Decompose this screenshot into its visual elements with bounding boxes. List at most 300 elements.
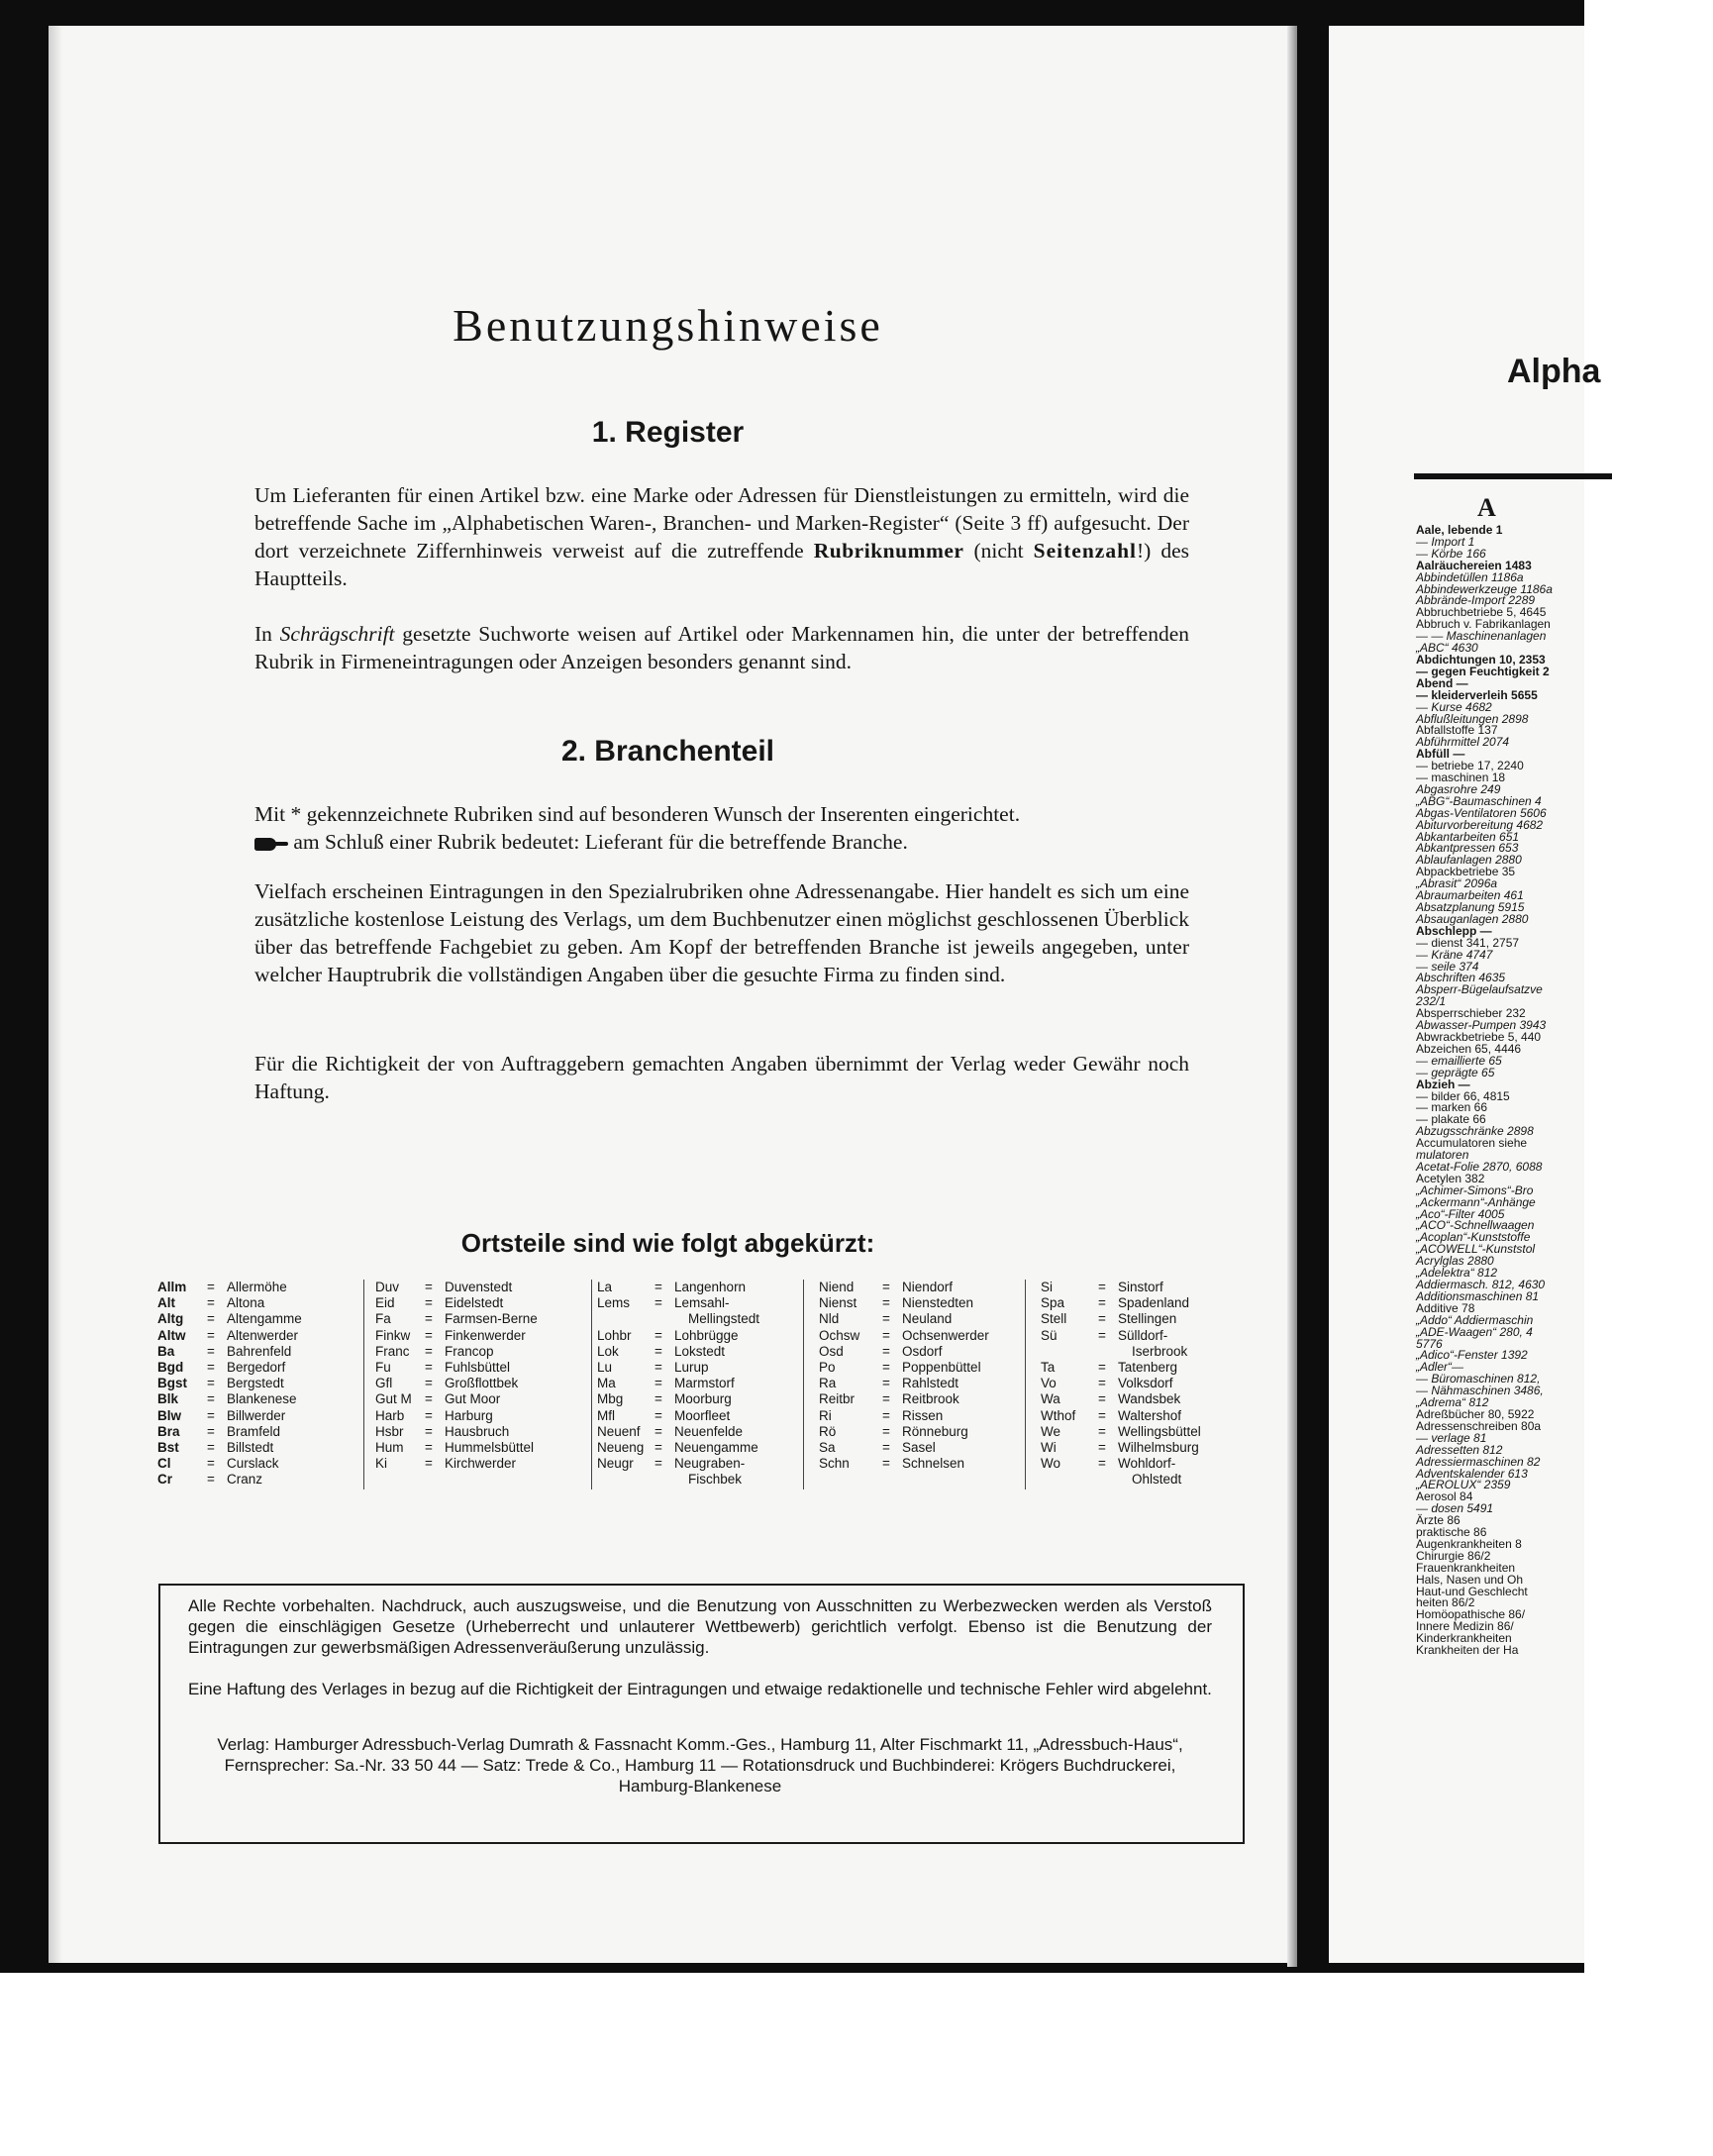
equals-sign: = — [425, 1439, 433, 1455]
abbreviation-row — [597, 1376, 805, 1391]
letter-heading: A — [1477, 493, 1496, 522]
register-entry: Abfüll — — [1416, 747, 1465, 762]
equals-sign: = — [655, 1343, 662, 1359]
abbreviation-row — [375, 1280, 593, 1295]
abbreviation-key: Cr — [157, 1472, 173, 1488]
register-entry: Abbrände-Import 2289 — [1416, 593, 1536, 608]
column-divider — [363, 1280, 364, 1489]
district-name: Iserbrook — [1132, 1343, 1188, 1359]
abbreviation-row — [1041, 1311, 1259, 1327]
register-entry: „Addo“ Addiermaschin — [1416, 1312, 1534, 1327]
abbreviation-key: Finkw — [375, 1327, 411, 1343]
abbreviation-key: La — [597, 1280, 613, 1294]
page-title: Benutzungshinweise — [453, 300, 883, 351]
district-name: Gut Moor — [445, 1391, 501, 1407]
equals-sign: = — [655, 1456, 662, 1472]
register-entry: Abkantpressen 653 — [1416, 841, 1519, 856]
equals-sign: = — [882, 1439, 890, 1455]
abbreviation-row — [1041, 1376, 1259, 1391]
district-name: Wellingsbüttel — [1118, 1423, 1201, 1439]
district-name: Altenwerder — [227, 1327, 299, 1343]
register-entry: Ärzte 86 — [1416, 1513, 1461, 1528]
register-entry: Abwasser-Pumpen 3943 — [1416, 1018, 1547, 1033]
abbreviation-row — [819, 1344, 1027, 1360]
register-entry: — maschinen 18 — [1416, 770, 1506, 785]
district-name: Eidelstedt — [445, 1295, 504, 1311]
equals-sign: = — [207, 1407, 215, 1423]
district-name: Bramfeld — [227, 1423, 281, 1439]
district-name: Sasel — [902, 1439, 936, 1455]
abbreviation-row — [1041, 1280, 1259, 1295]
equals-sign: = — [207, 1295, 215, 1311]
abbreviation-key: Wi — [1041, 1439, 1057, 1455]
abbreviation-row — [157, 1280, 365, 1295]
district-name: Moorfleet — [674, 1407, 731, 1423]
register-entry: — Büromaschinen 812, — [1416, 1372, 1541, 1386]
district-name: Ochsenwerder — [902, 1327, 989, 1343]
register-entry: — plakate 66 — [1416, 1112, 1486, 1127]
equals-sign: = — [882, 1311, 890, 1327]
abbreviation-row — [819, 1440, 1027, 1456]
district-name: Altona — [227, 1295, 265, 1311]
register-entry: Adventskalender 613 — [1416, 1466, 1528, 1481]
register-entry: „Abrasit“ 2096a — [1416, 876, 1498, 891]
abbreviation-row — [157, 1360, 365, 1376]
district-name: Wohldorf- — [1118, 1456, 1176, 1472]
abbreviation-row — [819, 1311, 1027, 1327]
abbreviation-row — [819, 1280, 1027, 1295]
district-name: Spadenland — [1118, 1295, 1190, 1311]
title-rule — [1414, 473, 1612, 479]
district-name: Fuhlsbüttel — [445, 1359, 511, 1375]
abbreviation-row — [819, 1456, 1027, 1472]
abbreviation-column-1 — [157, 1280, 365, 1488]
equals-sign: = — [425, 1407, 433, 1423]
abbreviation-row — [1041, 1424, 1259, 1440]
register-entry: — geprägte 65 — [1416, 1065, 1495, 1079]
register-entry: Additionsmaschinen 81 — [1416, 1288, 1540, 1303]
register-entry: Aalräuchereien 1483 — [1416, 558, 1532, 572]
equals-sign: = — [1098, 1295, 1106, 1311]
register-entry: Absatzplanung 5915 — [1416, 900, 1525, 914]
abbreviation-key: Ri — [819, 1407, 832, 1423]
register-entry: — verlage 81 — [1416, 1430, 1487, 1445]
register-entry: Absperr-Bügelaufsatzve — [1416, 982, 1543, 997]
abbreviation-row — [375, 1391, 593, 1407]
district-name: Sinstorf — [1118, 1280, 1163, 1294]
abbreviation-row — [375, 1456, 593, 1472]
column-divider — [591, 1280, 592, 1489]
district-name: Marmstorf — [674, 1376, 735, 1391]
abbreviation-key: Ba — [157, 1343, 175, 1359]
district-name: Neugraben- — [674, 1456, 746, 1472]
register-entry: „Adico“-Fenster 1392 — [1416, 1348, 1528, 1363]
abbreviation-key: Lohbr — [597, 1327, 632, 1343]
abbreviation-key: Ra — [819, 1376, 837, 1391]
equals-sign: = — [425, 1295, 433, 1311]
equals-sign: = — [882, 1376, 890, 1391]
abbreviation-key: Mfl — [597, 1407, 615, 1423]
abbreviation-row — [375, 1344, 593, 1360]
register-entry: Additive 78 — [1416, 1300, 1475, 1315]
abbreviation-key: Vo — [1041, 1376, 1057, 1391]
abbreviation-key: Lu — [597, 1359, 613, 1375]
abbreviation-key: Sa — [819, 1439, 836, 1455]
district-name: Cranz — [227, 1472, 263, 1488]
abbreviation-row — [1041, 1344, 1259, 1360]
abbreviation-key: Ki — [375, 1456, 388, 1472]
register-entry: „Ackermann“-Anhänge — [1416, 1194, 1536, 1209]
equals-sign: = — [882, 1391, 890, 1407]
district-name: Lurup — [674, 1359, 709, 1375]
register-entry: Abpackbetriebe 35 — [1416, 865, 1516, 879]
district-name: Stellingen — [1118, 1311, 1177, 1327]
abbreviation-column-5 — [1041, 1280, 1259, 1488]
district-name: Tatenberg — [1118, 1359, 1178, 1375]
abbreviation-key: Spa — [1041, 1295, 1065, 1311]
hand-note: am Schluß einer Rubrik bedeutet: Lieferant für die betreffende Branche. — [293, 830, 908, 854]
district-name: Bergedorf — [227, 1359, 286, 1375]
register-entry: 232/1 — [1416, 994, 1447, 1009]
register-entry: Abgas-Ventilatoren 5606 — [1416, 805, 1547, 820]
equals-sign: = — [207, 1472, 215, 1488]
abbreviation-row — [597, 1424, 805, 1440]
register-paragraph-2: In Schrägschrift gesetzte Suchworte weisen auf Artikel oder Markennamen hin, die unter der betreffenden Rubrik in Firmeneintragungen oder Anzeigen besonders genannt sind. — [254, 622, 1189, 673]
register-paragraph-1: Um Lieferanten für einen Artikel bzw. eine Marke oder Adressen für Dienstleistungen zu ermitteln, wird die betreffende Sache im „Alphabetischen Waren-, Branchen- und Marken-Register“ (Seite 3 ff) aufgesucht. Der dort verzeichnete Ziffernhinweis verweist auf die zutreffende Rubriknummer (nicht Seitenzahl!) des Hauptteils. — [254, 483, 1189, 590]
district-name: Billwerder — [227, 1407, 286, 1423]
asterisk-note: Mit * gekennzeichnete Rubriken sind auf besonderen Wunsch der Inserenten eingerichtet. — [254, 802, 1021, 826]
equals-sign: = — [1098, 1280, 1106, 1294]
register-entry: „ABC“ 4630 — [1416, 641, 1478, 656]
register-entry: 5776 — [1416, 1336, 1443, 1351]
register-entry: — betriebe 17, 2240 — [1416, 759, 1524, 773]
register-entry: Abdichtungen 10, 2353 — [1416, 652, 1546, 667]
abbreviation-key: Hum — [375, 1439, 404, 1455]
register-entry-list — [1416, 525, 1713, 1657]
register-entry: — Kräne 4747 — [1416, 947, 1493, 962]
abbreviation-row — [157, 1456, 365, 1472]
abbreviation-row — [597, 1360, 805, 1376]
abbreviation-key: Hsbr — [375, 1423, 404, 1439]
abbreviation-key: Alt — [157, 1295, 175, 1311]
district-name: Bergstedt — [227, 1376, 284, 1391]
equals-sign: = — [882, 1423, 890, 1439]
district-name: Sülldorf- — [1118, 1327, 1168, 1343]
abbreviation-row — [157, 1295, 365, 1311]
column-divider — [803, 1280, 804, 1489]
equals-sign: = — [882, 1343, 890, 1359]
abbreviation-key: Lems — [597, 1295, 631, 1311]
equals-sign: = — [882, 1359, 890, 1375]
equals-sign: = — [425, 1343, 433, 1359]
district-name: Neuland — [902, 1311, 953, 1327]
register-entry: Homöopathische 86/ — [1416, 1607, 1526, 1622]
district-name: Francop — [445, 1343, 494, 1359]
register-entry: — marken 66 — [1416, 1100, 1488, 1115]
abbreviation-row — [597, 1295, 805, 1311]
district-name: Allermöhe — [227, 1280, 287, 1294]
register-entry: Innere Medizin 86/ — [1416, 1619, 1514, 1634]
abbreviation-column-3 — [597, 1280, 805, 1488]
abbreviation-row — [1041, 1295, 1259, 1311]
abbreviation-row — [375, 1328, 593, 1344]
equals-sign: = — [207, 1423, 215, 1439]
district-name: Rönneburg — [902, 1423, 968, 1439]
abbreviation-key: Wa — [1041, 1391, 1060, 1407]
abbreviation-row — [1041, 1456, 1259, 1472]
abbreviation-key: We — [1041, 1423, 1061, 1439]
register-entry: Abend — — [1416, 675, 1468, 690]
book-gutter — [1297, 0, 1329, 1971]
equals-sign: = — [425, 1327, 433, 1343]
abbreviation-key: Wthof — [1041, 1407, 1076, 1423]
abbreviation-row — [157, 1472, 365, 1488]
register-entry: Abschriften 4635 — [1416, 971, 1506, 985]
abbreviation-row — [157, 1408, 365, 1424]
right-page — [1329, 26, 1601, 1963]
register-entry: Acrylglas 2880 — [1416, 1254, 1494, 1269]
abbreviation-row — [597, 1391, 805, 1407]
abbreviation-key: Gfl — [375, 1376, 393, 1391]
district-name: Billstedt — [227, 1439, 274, 1455]
abbreviation-row — [597, 1328, 805, 1344]
register-entry: Absperrschieber 232 — [1416, 1006, 1526, 1021]
equals-sign: = — [655, 1391, 662, 1407]
district-name: Hummelsbüttel — [445, 1439, 535, 1455]
abbreviation-key: Niend — [819, 1280, 855, 1294]
equals-sign: = — [655, 1376, 662, 1391]
district-name: Rahlstedt — [902, 1376, 959, 1391]
section-heading-register: 1. Register — [591, 416, 745, 449]
equals-sign: = — [425, 1423, 433, 1439]
register-entry: mulatoren — [1416, 1148, 1469, 1163]
district-name: Kirchwerder — [445, 1456, 517, 1472]
register-entry: „Acoplan“-Kunststoffe — [1416, 1230, 1531, 1245]
section-heading-branchenteil: 2. Branchenteil — [560, 735, 775, 768]
register-entry: Addiermasch. 812, 4630 — [1416, 1278, 1546, 1291]
abbreviation-column-4 — [819, 1280, 1027, 1472]
abbreviation-key: Duv — [375, 1280, 400, 1294]
register-entry: — dienst 341, 2757 — [1416, 935, 1520, 950]
equals-sign: = — [655, 1423, 662, 1439]
equals-sign: = — [1098, 1423, 1106, 1439]
register-entry: „Achimer-Simons“-Bro — [1416, 1182, 1534, 1197]
register-entry: Kinderkrankheiten — [1416, 1631, 1512, 1646]
abbreviation-key: Ma — [597, 1376, 616, 1391]
abbreviation-row — [1041, 1328, 1259, 1344]
register-entry: Adressenschreiben 80a — [1416, 1418, 1542, 1433]
equals-sign: = — [425, 1359, 433, 1375]
abbreviation-key: Allm — [157, 1280, 187, 1294]
abbreviation-row — [597, 1280, 805, 1295]
abbreviation-key: Ochsw — [819, 1327, 860, 1343]
register-entry: „Adelektra“ 812 — [1416, 1266, 1498, 1281]
register-entry: heiten 86/2 — [1416, 1595, 1475, 1610]
equals-sign: = — [207, 1327, 215, 1343]
abbreviation-key: Mbg — [597, 1391, 624, 1407]
abbreviation-row — [597, 1408, 805, 1424]
register-entry: Abbindetüllen 1186a — [1416, 569, 1524, 584]
equals-sign: = — [207, 1311, 215, 1327]
abbreviation-key: Wo — [1041, 1456, 1061, 1472]
equals-sign: = — [207, 1456, 215, 1472]
district-name: Finkenwerder — [445, 1327, 526, 1343]
abbreviation-key: Si — [1041, 1280, 1054, 1294]
register-entry: Abgasrohre 249 — [1416, 781, 1501, 796]
equals-sign: = — [1098, 1311, 1106, 1327]
district-name: Langenhorn — [674, 1280, 747, 1294]
abbreviation-key: Neuenf — [597, 1423, 641, 1439]
equals-sign: = — [207, 1280, 215, 1294]
register-entry: Abzieh — — [1416, 1077, 1470, 1091]
abbreviation-key: Reitbr — [819, 1391, 856, 1407]
district-name: Reitbrook — [902, 1391, 959, 1407]
district-name: Lemsahl- — [674, 1295, 730, 1311]
abbreviation-row — [819, 1391, 1027, 1407]
abbreviation-row — [1041, 1408, 1259, 1424]
register-entry: Abfallstoffe 137 — [1416, 723, 1498, 738]
register-entry: „ADE-Waagen“ 280, 4 — [1416, 1324, 1533, 1339]
register-entry: — Nähmaschinen 3486, — [1416, 1384, 1544, 1398]
register-entry: „Adler“— — [1416, 1360, 1464, 1375]
register-entry: Abzugsschränke 2898 — [1416, 1124, 1534, 1139]
district-name: Osdorf — [902, 1343, 943, 1359]
district-name: Farmsen-Berne — [445, 1311, 538, 1327]
register-entry: Adressetten 812 — [1416, 1442, 1503, 1457]
abbreviation-row — [157, 1391, 365, 1407]
copyright-paragraph: Alle Rechte vorbehalten. Nachdruck, auch auszugsweise, und die Benutzung von Ausschnitten zu Werbezwecken werden als Verstoß gegen die einschlägigen Gesetze (Urheberrecht und unlauterer Wettbewerb) gerichtlich verfolgt. Ebenso ist die Benutzung der Eintragungen zur gewerbsmäßigen Adressenveräußerung unzulässig. — [188, 1596, 1212, 1657]
abbreviation-key: Altg — [157, 1311, 184, 1327]
district-name: Bahrenfeld — [227, 1343, 292, 1359]
register-entry: — gegen Feuchtigkeit 2 — [1416, 664, 1550, 678]
register-entry: — Kurse 4682 — [1416, 699, 1492, 714]
abbreviation-row — [597, 1472, 805, 1488]
abbreviation-key: Blk — [157, 1391, 179, 1407]
district-name: Curslack — [227, 1456, 279, 1472]
equals-sign: = — [655, 1327, 662, 1343]
register-entry: „ABG“-Baumaschinen 4 — [1416, 793, 1542, 808]
equals-sign: = — [425, 1376, 433, 1391]
equals-sign: = — [655, 1359, 662, 1375]
register-entry: Krankheiten der Ha — [1416, 1643, 1519, 1658]
register-entry: „Adrema“ 812 — [1416, 1395, 1489, 1410]
equals-sign: = — [882, 1327, 890, 1343]
register-entry: „AEROLUX“ 2359 — [1416, 1478, 1511, 1492]
abbreviation-key: Altw — [157, 1327, 186, 1343]
district-name: Lokstedt — [674, 1343, 726, 1359]
equals-sign: = — [655, 1439, 662, 1455]
abbreviation-key: Bra — [157, 1423, 180, 1439]
register-entry: — Körbe 166 — [1416, 546, 1486, 561]
register-entry: Abflußleitungen 2898 — [1416, 711, 1529, 726]
equals-sign: = — [882, 1407, 890, 1423]
district-name: Ohlstedt — [1132, 1472, 1182, 1488]
district-name: Fischbek — [688, 1472, 743, 1488]
register-entry: Abbruchbetriebe 5, 4645 — [1416, 605, 1547, 620]
abbreviation-row — [1041, 1440, 1259, 1456]
abbreviation-key: Neugr — [597, 1456, 634, 1472]
equals-sign: = — [882, 1295, 890, 1311]
equals-sign: = — [1098, 1376, 1106, 1391]
register-entry: Ablaufanlagen 2880 — [1416, 853, 1522, 868]
abbreviation-row — [157, 1440, 365, 1456]
equals-sign: = — [1098, 1327, 1106, 1343]
register-entry: — Import 1 — [1416, 534, 1475, 549]
abbreviation-row — [819, 1424, 1027, 1440]
abbreviation-key: Gut M — [375, 1391, 412, 1407]
abbreviation-row — [1041, 1391, 1259, 1407]
district-name: Poppenbüttel — [902, 1359, 981, 1375]
district-name: Rissen — [902, 1407, 944, 1423]
left-page — [49, 26, 1287, 1963]
scan-border-top — [0, 0, 1584, 26]
district-name: Neuengamme — [674, 1439, 758, 1455]
district-name: Harburg — [445, 1407, 493, 1423]
column-divider — [1025, 1280, 1026, 1489]
ortsteile-heading: Ortsteile sind wie folgt abgekürzt: — [460, 1228, 875, 1258]
abbreviation-key: Fu — [375, 1359, 391, 1375]
register-entry: Abzeichen 65, 4446 — [1416, 1041, 1522, 1056]
abbreviation-key: Osd — [819, 1343, 844, 1359]
abbreviation-key: Neueng — [597, 1439, 645, 1455]
pointing-hand-icon — [254, 835, 288, 853]
register-entry: Acetylen 382 — [1416, 1171, 1485, 1185]
register-entry: „ACO“-Schnellwaagen — [1416, 1218, 1535, 1233]
abbreviation-row — [597, 1456, 805, 1472]
district-name: Lohbrügge — [674, 1327, 739, 1343]
abbreviation-key: Rö — [819, 1423, 837, 1439]
register-entry: Adressiermaschinen 82 — [1416, 1454, 1541, 1469]
district-name: Wilhelmsburg — [1118, 1439, 1199, 1455]
abbreviation-row — [819, 1360, 1027, 1376]
abbreviation-key: Bgd — [157, 1359, 184, 1375]
register-entry: Chirurgie 86/2 — [1416, 1548, 1491, 1563]
district-name: Volksdorf — [1118, 1376, 1173, 1391]
district-name: Blankenese — [227, 1391, 297, 1407]
register-entry: Acetat-Folie 2870, 6088 — [1416, 1159, 1543, 1174]
register-entry: Abschlepp — — [1416, 923, 1492, 938]
abbreviation-row — [819, 1408, 1027, 1424]
abbreviation-row — [1041, 1472, 1259, 1488]
register-entry: Abbindewerkzeuge 1186a — [1416, 581, 1553, 596]
equals-sign: = — [1098, 1359, 1106, 1375]
abbreviation-row — [375, 1424, 593, 1440]
register-entry: Accumulatoren siehe — [1416, 1136, 1528, 1151]
equals-sign: = — [655, 1280, 662, 1294]
register-entry: Aerosol 84 — [1416, 1489, 1473, 1504]
equals-sign: = — [207, 1439, 215, 1455]
register-title: Alpha — [1507, 353, 1601, 390]
equals-sign: = — [1098, 1456, 1106, 1472]
equals-sign: = — [207, 1376, 215, 1391]
abbreviation-row — [819, 1328, 1027, 1344]
abbreviation-row — [375, 1408, 593, 1424]
abbreviation-column-2 — [375, 1280, 593, 1472]
district-name: Wandsbek — [1118, 1391, 1181, 1407]
register-entry: Abführmittel 2074 — [1416, 735, 1510, 750]
equals-sign: = — [882, 1280, 890, 1294]
district-name: Duvenstedt — [445, 1280, 513, 1294]
abbreviation-key: Fa — [375, 1311, 391, 1327]
abbreviation-key: Eid — [375, 1295, 395, 1311]
abbreviation-key: Ta — [1041, 1359, 1056, 1375]
abbreviation-row — [375, 1440, 593, 1456]
register-entry: Haut-und Geschlecht — [1416, 1584, 1528, 1598]
branchenteil-paragraph-1 — [254, 800, 1189, 856]
register-entry: — — Maschinenanlagen — [1416, 629, 1547, 644]
page-edge — [1287, 26, 1297, 1967]
abbreviation-key: Franc — [375, 1343, 410, 1359]
